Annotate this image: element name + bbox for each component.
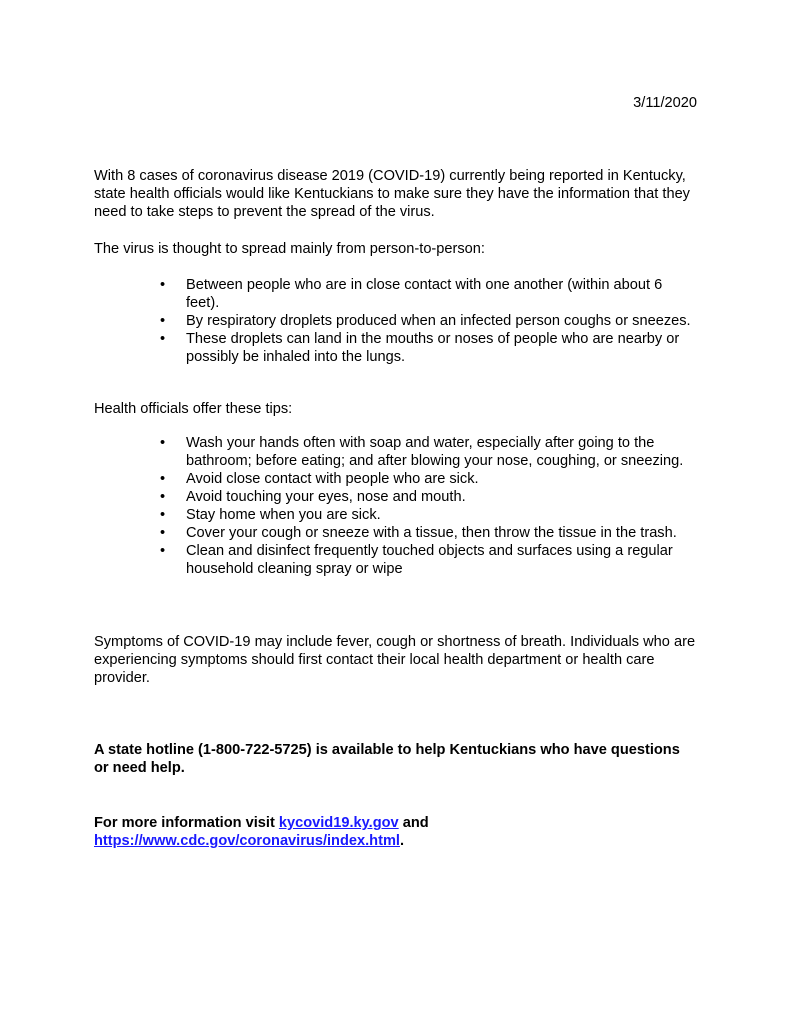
list-item-text: Between people who are in close contact with one another (within about 6 feet).	[186, 277, 663, 311]
list-item	[158, 470, 698, 488]
list-item-text: These droplets can land in the mouths or noses of people who are nearby or possibly be inhaled into the lungs.	[186, 331, 680, 365]
list-item	[158, 330, 698, 366]
list-item-text: Cover your cough or sneeze with a tissue, then throw the tissue in the trash.	[186, 525, 677, 541]
list-item	[158, 276, 698, 312]
tips-intro-paragraph: Health officials offer these tips:	[94, 401, 293, 417]
list-item-text: Clean and disinfect frequently touched objects and surfaces using a regular household cleaning spray or wipe	[186, 543, 673, 577]
list-item	[158, 488, 698, 506]
more-info-prefix: For more information visit	[94, 815, 279, 831]
list-item-text: Avoid touching your eyes, nose and mouth.	[186, 489, 466, 505]
bullet-icon: •	[160, 331, 166, 347]
spread-intro-paragraph: The virus is thought to spread mainly from person-to-person:	[94, 241, 485, 257]
symptoms-paragraph: Symptoms of COVID-19 may include fever, cough or shortness of breath. Individuals who are experiencing symptoms should first contact their local health department or health care provider.	[94, 634, 696, 686]
document-date: 3/11/2020	[633, 95, 697, 111]
bullet-icon: •	[160, 543, 166, 559]
list-item	[158, 506, 698, 524]
hotline-paragraph: A state hotline (1-800-722-5725) is available to help Kentuckians who have questions or need help.	[94, 742, 680, 776]
more-info-paragraph	[94, 814, 698, 850]
bullet-icon: •	[160, 507, 166, 523]
more-info-middle: and	[398, 815, 429, 831]
bullet-icon: •	[160, 471, 166, 487]
list-item-text: Wash your hands often with soap and water, especially after going to the bathroom; before eating; and after blowing your nose, coughing, or sneezing.	[186, 435, 684, 469]
more-info-suffix: .	[399, 833, 405, 849]
cdc-coronavirus-link[interactable]: https://www.cdc.gov/coronavirus/index.html	[94, 833, 400, 849]
intro-paragraph: With 8 cases of coronavirus disease 2019 (COVID-19) currently being reported in Kentucky, state health officials would like Kentuckians to make sure they have the information that they need to take steps to prevent the spread of the virus.	[94, 168, 690, 220]
list-item	[158, 542, 698, 578]
list-item	[158, 524, 698, 542]
bullet-icon: •	[160, 313, 166, 329]
list-item-text: By respiratory droplets produced when an infected person coughs or sneezes.	[186, 313, 691, 329]
list-item-text: Stay home when you are sick.	[186, 507, 381, 523]
tips-list	[158, 434, 698, 578]
list-item	[158, 434, 698, 470]
kycovid19-link[interactable]: kycovid19.ky.gov	[278, 815, 399, 831]
list-item-text: Avoid close contact with people who are sick.	[186, 471, 479, 487]
bullet-icon: •	[160, 489, 166, 505]
bullet-icon: •	[160, 435, 166, 451]
bullet-icon: •	[160, 525, 166, 541]
spread-list	[158, 276, 698, 366]
list-item	[158, 312, 698, 330]
bullet-icon: •	[160, 277, 166, 293]
